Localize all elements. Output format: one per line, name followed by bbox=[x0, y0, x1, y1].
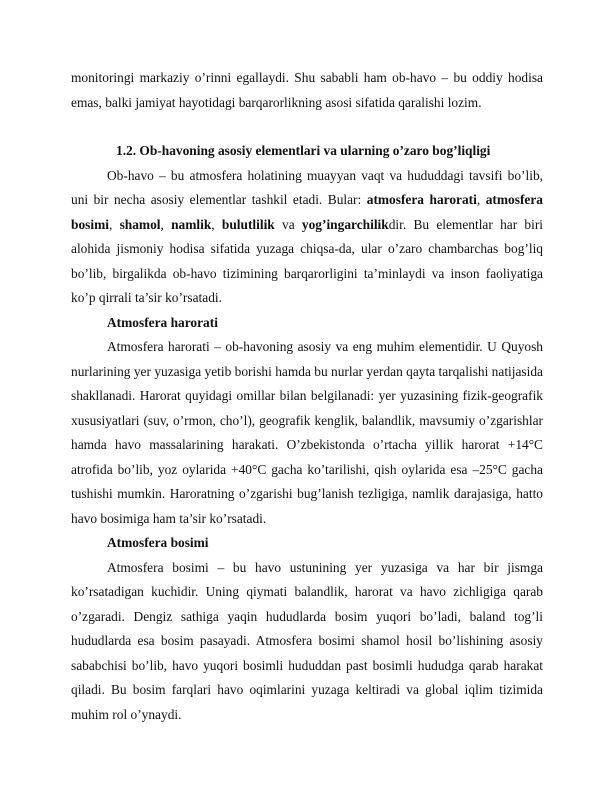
term-pressure: atmosfera bosimi bbox=[71, 192, 543, 232]
separator: , bbox=[476, 192, 486, 207]
document-page bbox=[71, 66, 543, 727]
elements-text-1: Ob-havo – bu atmosfera holatining muayyan vaqt va hududdagi tavsifi bo’lib, uni bir necha asosiy elementlar tashkil etadi. Bular: bbox=[71, 167, 543, 207]
separator: , bbox=[211, 216, 222, 232]
elements-text-2: dir. Bu elementlar har biri alohida jismoniy hodisa sifatida yuzaga chiqsa-da, ular o’zaro chambarchas bog’liq bo’lib, birgalikda ob-havo tizimining barqarorligini ta’minlaydi va inson faoliyatiga ko’p qirrali ta’sir ko’rsatadi. bbox=[71, 216, 544, 305]
term-temperature: atmosfera harorati bbox=[366, 192, 477, 207]
term-wind: shamol bbox=[119, 216, 161, 232]
separator: , bbox=[160, 216, 172, 232]
term-precipitation: yog’ingarchilik bbox=[301, 216, 389, 232]
pressure-paragraph: Atmosfera bosimi – bu havo ustunining yer yuzasiga va har bir jismga ko’rsatadigan kuchidir. Uning qiymati balandlik, harorat va havo zichligiga qarab o’zgaradi. Dengiz sathiga yaqin hududlarda bosim yuqori bo’ladi, baland tog’li hududlarda esa bosim pasayadi. Atmosfera bosimi shamol hosil bo’lishining asosiy sababchisi bo’lib, havo yuqori bosimli hududdan past bosimli hududga qarab harakat qiladi. Bu bosim farqlari havo oqimlarini yuzaga keltiradi va global iqlim tizimida muhim rol o’ynaydi. bbox=[71, 559, 543, 722]
spacer bbox=[71, 115, 543, 139]
separator: va bbox=[274, 216, 302, 232]
subheading-pressure: Atmosfera bosimi bbox=[107, 535, 209, 550]
term-cloudiness: bulutlilik bbox=[221, 216, 275, 232]
intro-paragraph: monitoringi markaziy o’rinni egallaydi. Shu sababli ham ob-havo – bu oddiy hodisa emas, balki jamiyat hayotidagi barqarorlikning asosi sifatida qaralishi lozim. bbox=[71, 70, 543, 110]
temperature-paragraph: Atmosfera harorati – ob-havoning asosiy va eng muhim elementidir. U Quyosh nurlarining yer yuzasiga yetib borishi hamda bu nurlar yerdan qayta tarqalishi natijasida shakllanadi. Harorat quyidagi omillar bilan belgilanadi: yer yuzasining fizik-geografik xususiyatlari (suv, o’rmon, cho’l), geografik kenglik, balandlik, mavsumiy o’zgarishlar hamda havo massalarining harakati. O’zbekistonda o’rtacha yillik harorat +14°C atrofida bo’lib, yoz oylarida +40°C gacha ko’tarilishi, qish oylarida esa –25°C gacha tushishi mumkin. Haroratning o’zgarishi bug’lanish tezligiga, namlik darajasiga, hatto havo bosimiga ham ta’sir ko’rsatadi. bbox=[71, 339, 543, 526]
elements-paragraph bbox=[71, 164, 543, 311]
section-heading: 1.2. Ob-havoning asosiy elementlari va ularning o’zaro bog’liqligi bbox=[116, 143, 491, 158]
separator: , bbox=[108, 216, 120, 232]
subheading-temperature: Atmosfera harorati bbox=[107, 314, 218, 330]
term-humidity: namlik bbox=[171, 216, 212, 232]
